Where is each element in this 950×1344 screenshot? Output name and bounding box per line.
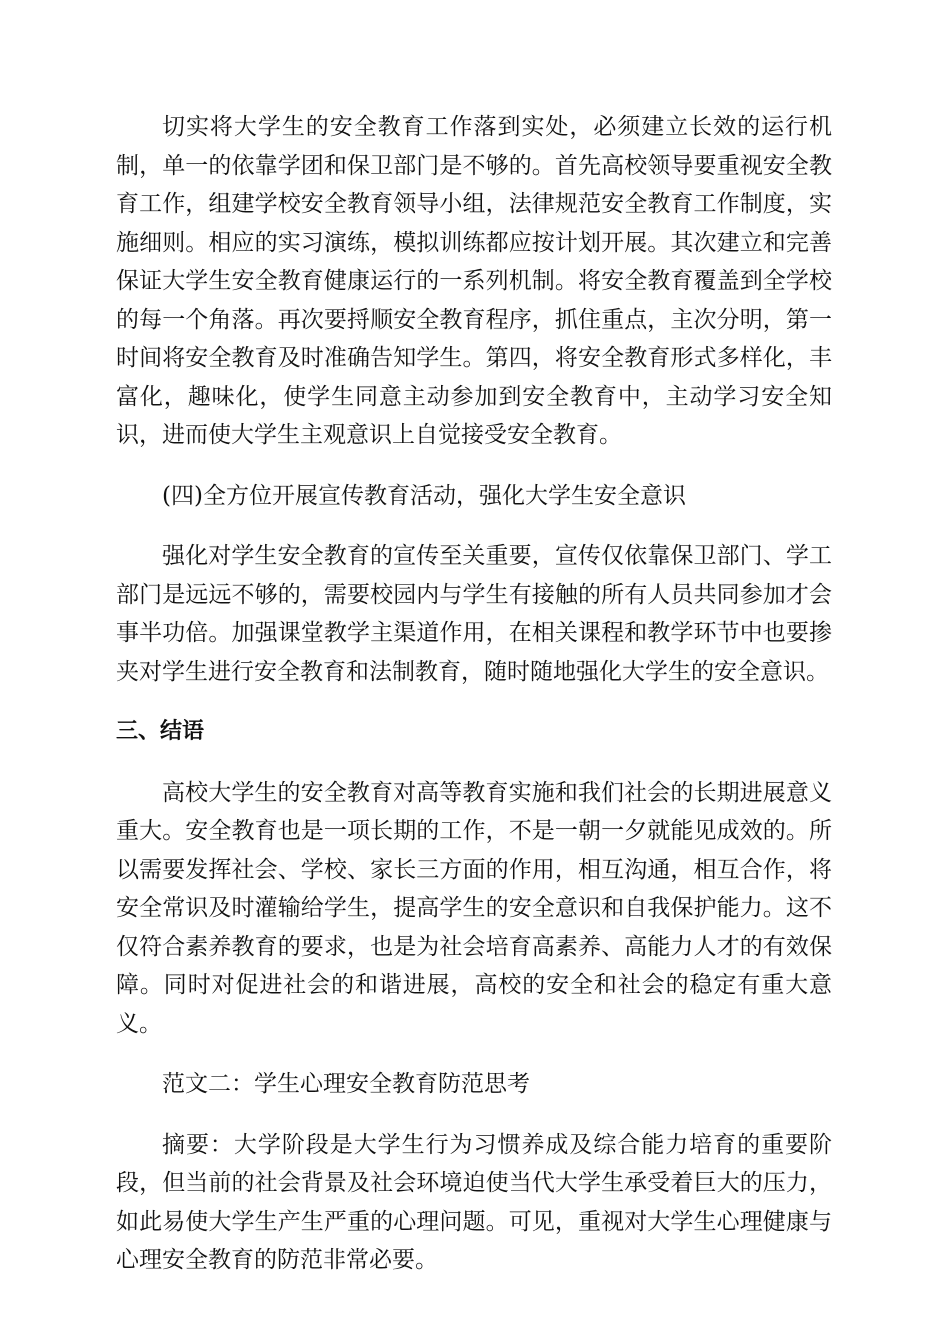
paragraph-publicity: 强化对学生安全教育的宣传至关重要，宣传仅依靠保卫部门、学工部门是远远不够的，需要校园内与学生有接触的所有人员共同参加才会事半功倍。加强课堂教学主渠道作用，在相关课程和教学环节中也要掺夹对学生进行安全教育和法制教育，随时随地强化大学生的安全意识。 <box>116 543 832 685</box>
subheading-publicity-education: (四)全方位开展宣传教育活动，强化大学生安全意识 <box>162 482 686 509</box>
sample-essay-title: 范文二：学生心理安全教育防范思考 <box>162 1071 530 1097</box>
section-heading-conclusion: 三、结语 <box>116 719 205 744</box>
document-body <box>116 108 832 1280</box>
paragraph-conclusion: 高校大学生的安全教育对高等教育实施和我们社会的长期进展意义重大。安全教育也是一项长期的工作，不是一朝一夕就能见成效的。所以需要发挥社会、学校、家长三方面的作用，相互沟通，相互合作，将安全常识及时灌输给学生，提高学生的安全意识和自我保护能力。这不仅符合素养教育的要求，也是为社会培育高素养、高能力人才的有效保障。同时对促进社会的和谐进展，高校的安全和社会的稳定有重大意义。 <box>116 779 832 1037</box>
paragraph-safety-mechanism: 切实将大学生的安全教育工作落到实处，必须建立长效的运行机制，单一的依靠学团和保卫部门是不够的。首先高校领导要重视安全教育工作，组建学校安全教育领导小组，法律规范安全教育工作制度，实施细则。相应的实习演练，模拟训练都应按计划开展。其次建立和完善保证大学生安全教育健康运行的一系列机制。将安全教育覆盖到全学校的每一个角落。再次要捋顺安全教育程序，抓住重点，主次分明，第一时间将安全教育及时准确告知学生。第四，将安全教育形式多样化，丰富化，趣味化，使学生同意主动参加到安全教育中，主动学习安全知识，进而使大学生主观意识上自觉接受安全教育。 <box>116 114 832 448</box>
paragraph-abstract: 摘要：大学阶段是大学生行为习惯养成及综合能力培育的重要阶段，但当前的社会背景及社会环境迫使当代大学生承受着巨大的压力，如此易使大学生产生严重的心理问题。可见，重视对大学生心理健康与心理安全教育的防范非常必要。 <box>116 1131 832 1273</box>
